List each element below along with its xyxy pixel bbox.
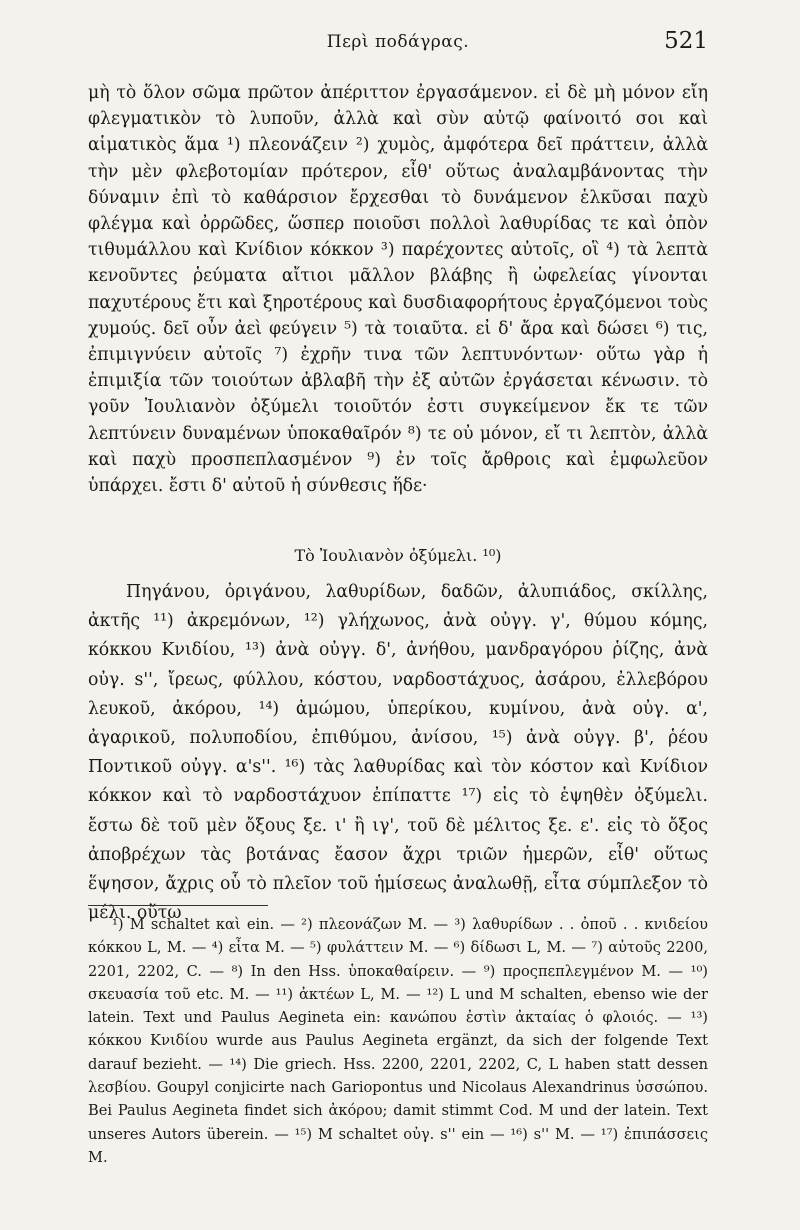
paragraph: μὴ τὸ ὅλον σῶμα πρῶτον ἀπέριττον ἐργασάμενον. εἰ δὲ μὴ μόνον εἴη φλεγματικὸν τὸ λυποῦν, ἀλλὰ καὶ σὺν αὐτῷ φαίνοιτό σοι καὶ αἱματικὸς ἅμα ¹) πλεονάζειν ²) χυμὸς, ἀμφότερα δεῖ πράττειν, ἀλλὰ τὴν μὲν φλεβοτομίαν πρότερον, εἶθ' οὕτως ἀναλαμβάνοντας τὴν δύναμιν ἐπὶ τὸ καθάρσιον ἔρχεσθαι τὸ δυνάμενον ἑλκῦσαι παχὺ φλέγμα καὶ ὀρρῶδες, ὥσπερ ποιοῦσι πολλοὶ λαθυρίδας τε καὶ ὀπὸν τιθυμάλλου καὶ Κνίδιον κόκκον ³) παρέχοντες αὐτοῖς, οἳ ⁴) τὰ λεπτὰ κενοῦντες ῥεύματα αἴτιοι μᾶλλον βλάβης ἢ ὠφελείας γίνονται παχυτέρους ἔτι καὶ ξηροτέρους καὶ δυσδιαφορήτους ἐργαζόμενοι τοὺς χυμούς. δεῖ οὖν ἀεὶ φεύγειν ⁵) τὰ τοιαῦτα. εἰ δ' ἄρα καὶ δώσει ⁶) τις, ἐπιμιγνύειν αὐτοῖς ⁷) ἐχρῆν τινα τῶν λεπτυνόντων· οὕτω γὰρ ἡ ἐπιμιξία τῶν τοιούτων ἀβλαβῆ τὴν ἐξ αὐτῶν ἐργάσεται κένωσιν. τὸ γοῦν Ἰουλιανὸν ὀξύμελι τοιοῦτόν ἐστι συγκείμενον ἔκ τε τῶν λεπτύνειν δυναμένων ὑποκαθαῖρόν ⁸) τε οὐ μόνον, εἴ τι λεπτὸν, ἀλλὰ καὶ παχὺ προσπεπλασμένον ⁹) ἐν τοῖς ἄρθροις καὶ ἐμφωλεῦον ὑπάρχει. ἔστι δ' αὐτοῦ ἡ σύνθεσις ἥδε·: [88, 83, 708, 497]
footnotes: [88, 913, 708, 1169]
footnote-rule: [88, 905, 268, 906]
paragraph: Πηγάνου, ὀριγάνου, λαθυρίδων, δαδῶν, ἀλυπιάδος, σκίλλης, ἀκτῆς ¹¹) ἀκρεμόνων, ¹²) γλήχωνος, ἀνὰ οὐγγ. γ', θύμου κόμης, κόκκου Κνιδίου, ¹³) ἀνὰ οὐγγ. δ', ἀνήθου, μανδραγόρου ῥίζης, ἀνὰ οὐγ. s'', ἴρεως, φύλλου, κόστου, ναρδοστάχυος, ἀσάρου, ἐλλεβόρου λευκοῦ, ἀκόρου, ¹⁴) ἀμώμου, ὑπερίκου, κυμίνου, ἀνὰ οὐγ. α', ἀγαρικοῦ, πολυποδίου, ἐπιθύμου, ἀνίσου, ¹⁵) ἀνὰ οὐγγ. β', ῥέου Ποντικοῦ οὐγγ. α's''. ¹⁶) τὰς λαθυρίδας καὶ τὸν κόστον καὶ Κνίδιον κόκκον καὶ τὸ ναρδοστάχυον ἐπίπαττε ¹⁷) εἰς τὸ ἑψηθὲν ὀξύμελι. ἔστω δὲ τοῦ μὲν ὄξους ξε. ι' ἢ ιγ', τοῦ δὲ μέλιτος ξε. ε'. εἰς τὸ ὄξος ἀποβρέχων τὰς βοτάνας ἔασον ἄχρι τριῶν ἡμερῶν, εἶθ' οὕτως ἕψησον, ἄχρις οὗ τὸ πλεῖον τοῦ ἡμίσεως ἀναλωθῇ, εἶτα σύμπλεξον τὸ μέλι. οὕτω: [88, 582, 708, 924]
page-number: 521: [664, 28, 708, 54]
page-header: [88, 28, 708, 58]
body-text: [88, 80, 708, 499]
recipe-text: [88, 578, 708, 928]
section-title: Τὸ Ἰουλιανὸν ὀξύμελι. ¹⁰): [294, 546, 502, 565]
footnote-text: ¹) M schaltet καὶ ein. — ²) πλεονάζων M. — ³) λαθυρίδων . . ὀποῦ . . κνιδείου κόκκου L, M. — ⁴) εἶτα M. — ⁵) φυλάττειν M. — ⁶) δίδωσι L, M. — ⁷) αὐτοῦς 2200, 2201, 2202, C. — ⁸) In den Hss. ὑποκαθαίρειν. — ⁹) προςπεπλεγμένον M. — ¹⁰) σκευασία τοῦ etc. M. — ¹¹) ἀκτέων L, M. — ¹²) L und M schalten, ebenso wie der latein. Text und Paulus Aegineta ein: κανώπου ἐστὶν ἀκταίας ὁ φλοιός. — ¹³) κόκκου Κνιδίου wurde aus Paulus Aegineta ergänzt, da sich der folgende Text darauf bezieht. — ¹⁴) Die griech. Hss. 2200, 2201, 2202, C, L haben statt dessen λεσβίου. Goupyl conjicirte nach Gariopontus und Nicolaus Alexandrinus ὑσσώπου. Bei Paulus Aegineta findet sich ἀκόρου; damit stimmt Cod. M und der latein. Text unseres Autors überein. — ¹⁵) M schaltet οὐγ. s'' ein — ¹⁶) s'' M. — ¹⁷) ἐπιπάσσεις M.: [88, 916, 708, 1166]
running-head: Περὶ ποδάγρας.: [326, 32, 470, 52]
